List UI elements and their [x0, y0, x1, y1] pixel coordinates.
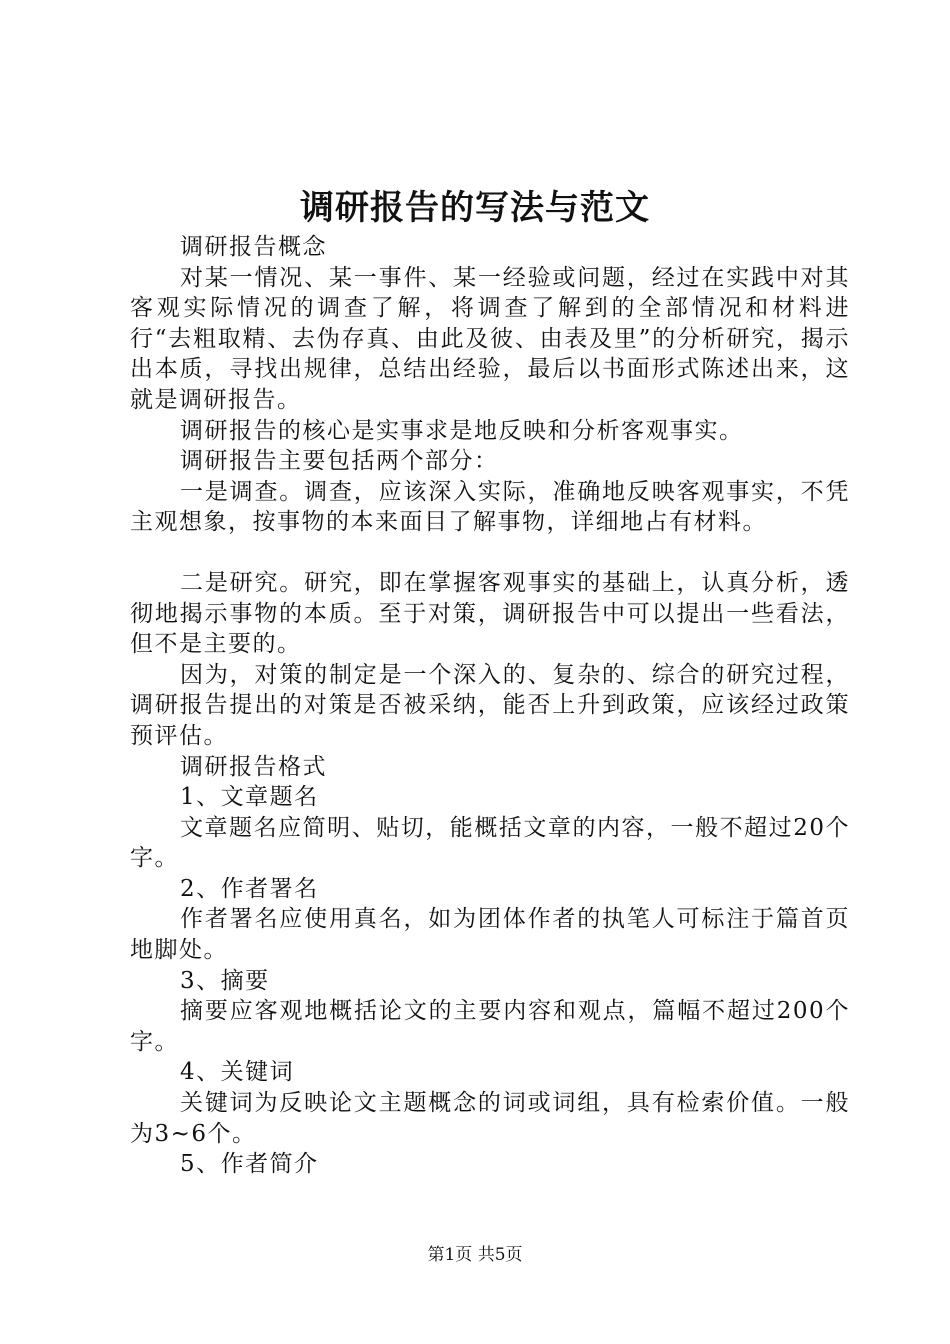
paragraph-concept-definition: 对某一情况、某一事件、某一经验或问题，经过在实践中对其客观实际情况的调查了解，将调查了解到的全部情况和材料进行“去粗取精、去伪存真、由此及彼、由表及里”的分析研究，揭示出本质，寻找出规律，总结出经验，最后以书面形式陈述出来，这就是调研报告。	[130, 264, 850, 413]
paragraph-item-bio-heading: 5、作者简介	[180, 1151, 319, 1178]
paragraph-item-title-heading: 1、文章题名	[180, 784, 319, 811]
paragraph-item-author-body: 作者署名应使用真名，如为团体作者的执笔人可标注于篇首页地脚处。	[130, 906, 850, 964]
paragraph-research: 二是研究。研究，即在掌握客观事实的基础上，认真分析，透彻地揭示事物的本质。至于对策，调研报告中可以提出一些看法，但不是主要的。	[130, 569, 850, 658]
paragraph-gap	[130, 538, 850, 568]
paragraph-item-author-heading: 2、作者署名	[180, 875, 319, 902]
paragraph-item-abstract-heading: 3、摘要	[180, 967, 270, 994]
paragraph-concept-heading: 调研报告概念	[180, 234, 327, 260]
paragraph-two-parts: 调研报告主要包括两个部分：	[180, 448, 499, 475]
paragraph-policy: 因为，对策的制定是一个深入的、复杂的、综合的研究过程，调研报告提出的对策是否被采纳，能否上升到政策，应该经过政策预评估。	[130, 661, 850, 749]
paragraph-core: 调研报告的核心是实事求是地反映和分析客观事实。	[180, 417, 744, 444]
paragraph-format-heading: 调研报告格式	[180, 753, 327, 780]
page-number: 第1页 共5页	[427, 1245, 523, 1265]
document-title: 调研报告的写法与范文	[300, 188, 650, 228]
paragraph-item-abstract-body: 摘要应客观地概括论文的主要内容和观点，篇幅不超过200个字。	[130, 998, 850, 1055]
paragraph-item-keywords-heading: 4、关键词	[180, 1059, 295, 1086]
paragraph-item-keywords-body: 关键词为反映论文主题概念的词或词组，具有检索价值。一般为3~6个。	[130, 1090, 850, 1147]
document-body	[130, 232, 850, 1180]
paragraph-item-title-body: 文章题名应简明、贴切，能概括文章的内容，一般不超过20个字。	[130, 814, 850, 872]
paragraph-investigation: 一是调查。调查，应该深入实际，准确地反映客观事实，不凭主观想象，按事物的本来面目了解事物，详细地占有材料。	[130, 478, 850, 536]
